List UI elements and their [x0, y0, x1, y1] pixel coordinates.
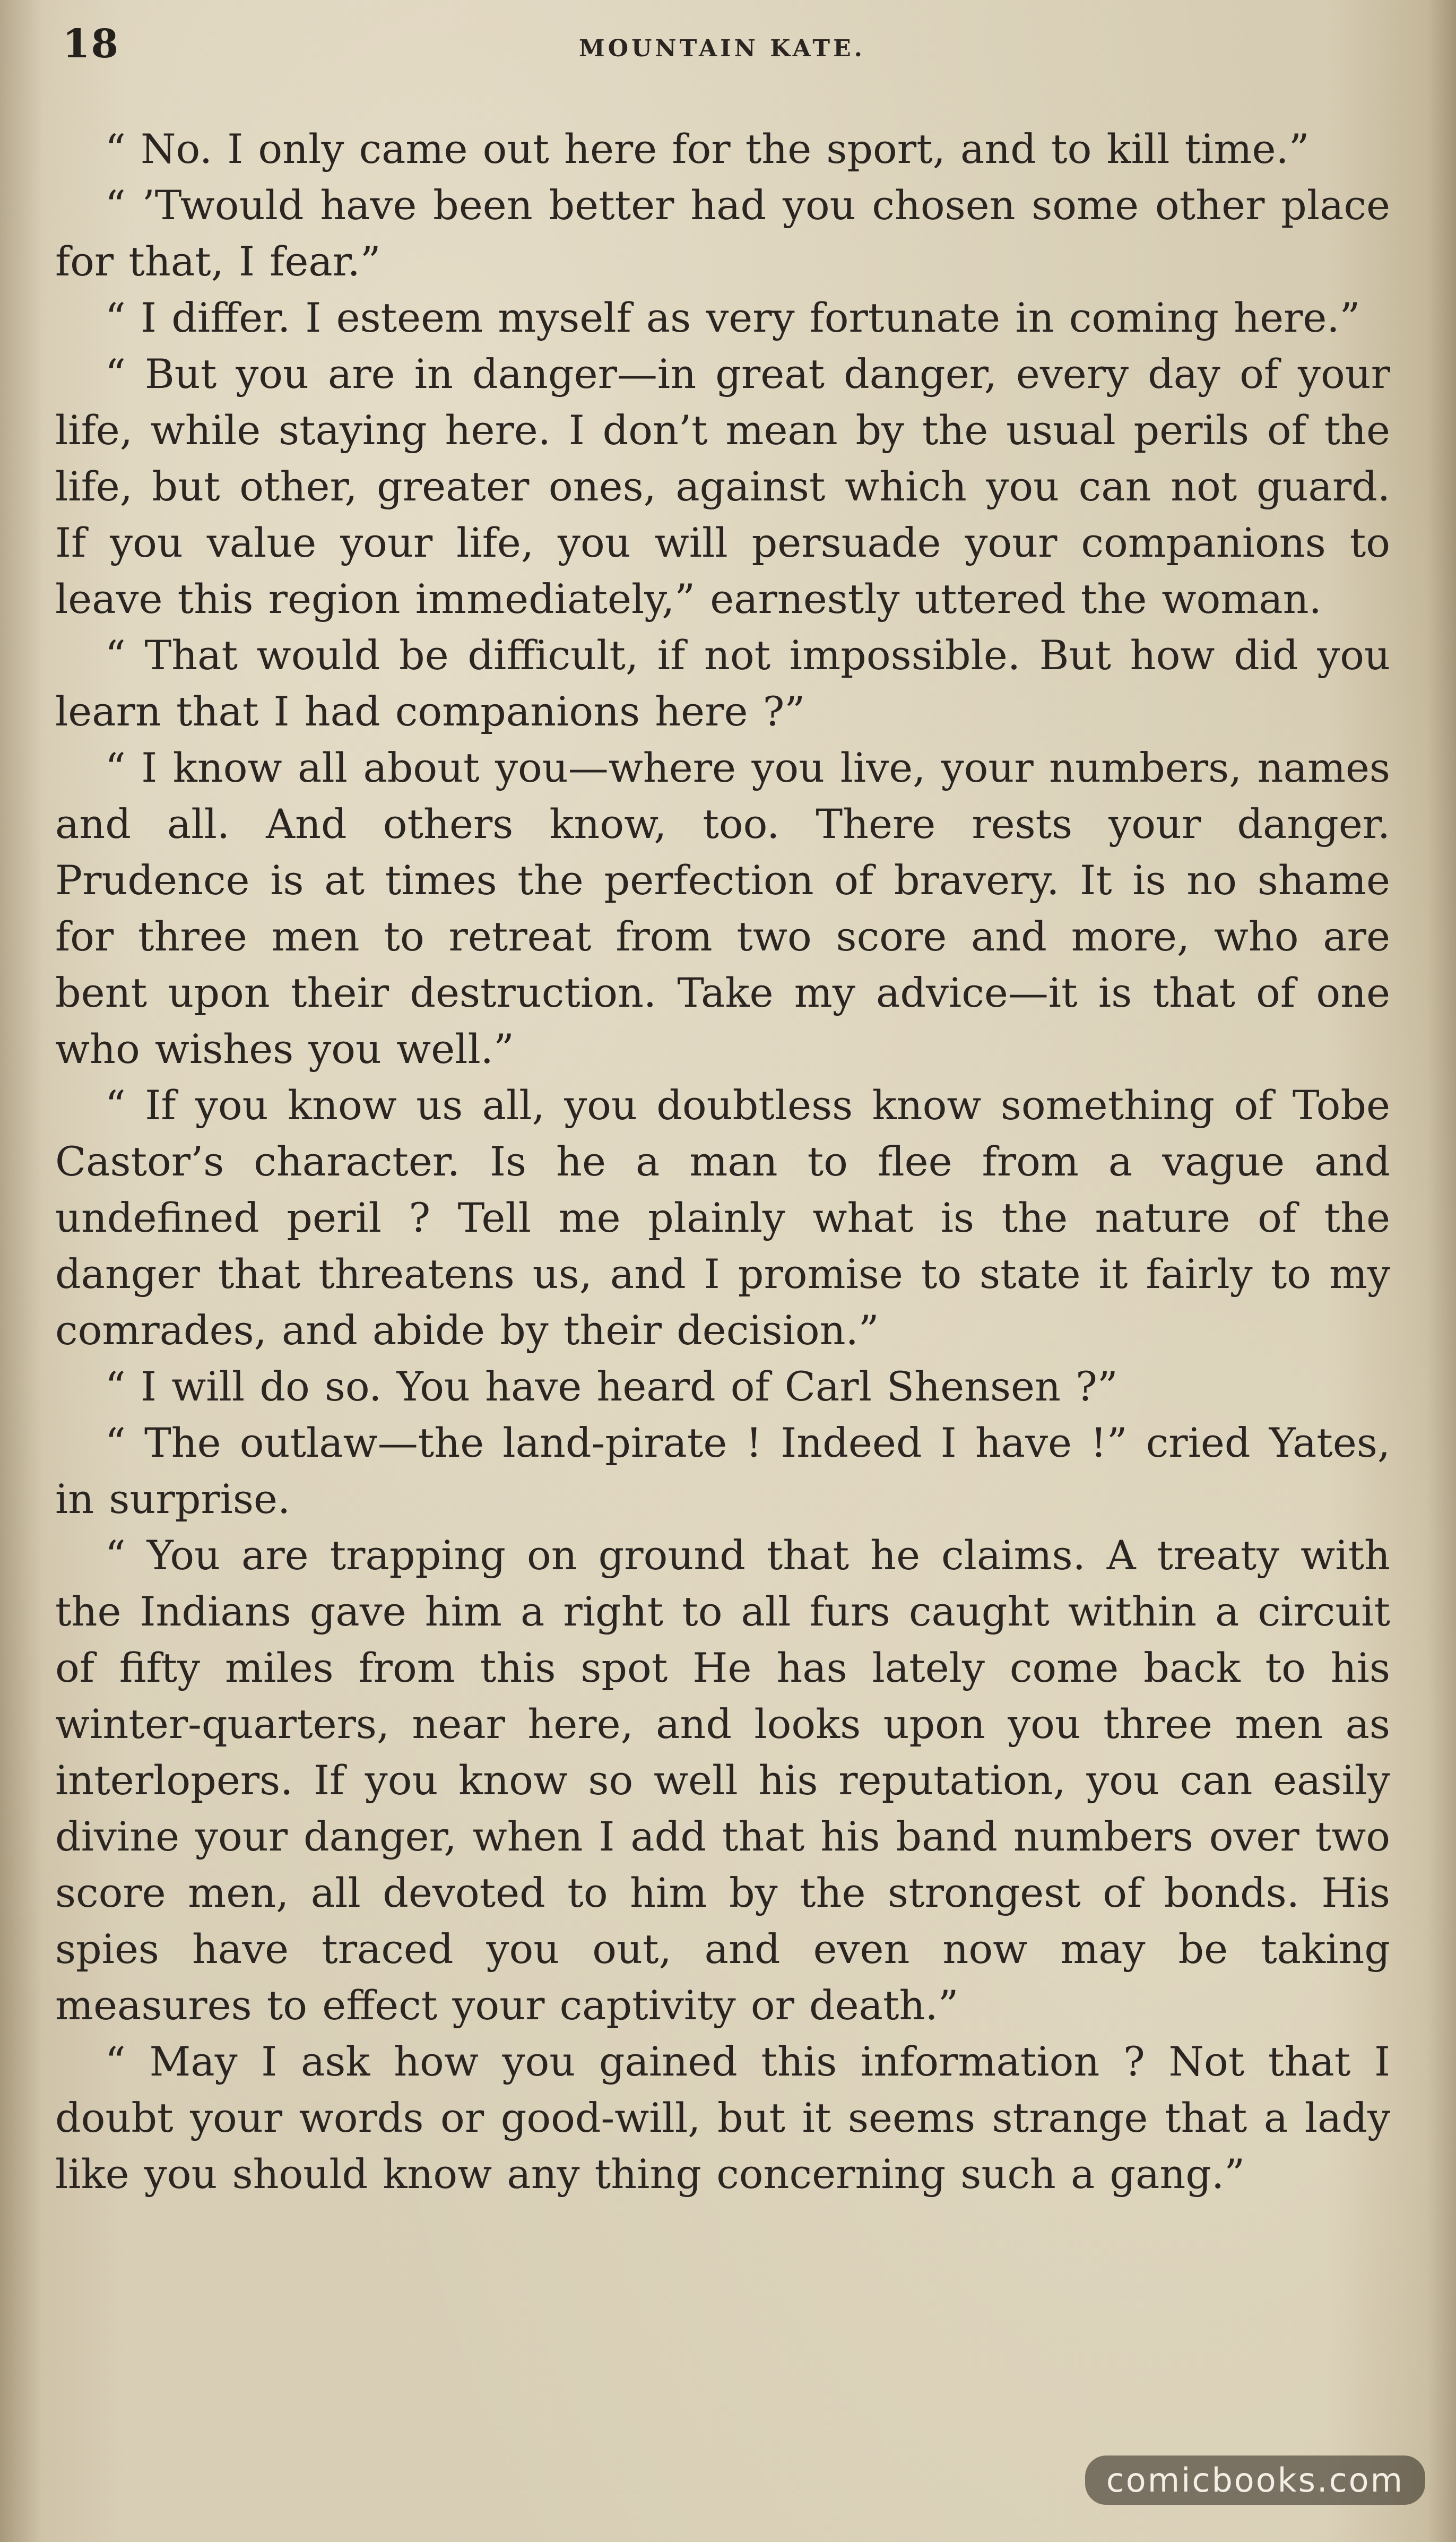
paragraph: “ No. I only came out here for the sport, and to kill time.” [105, 125, 1310, 172]
page-header [57, 12, 1387, 86]
paragraph: “ May I ask how you gained this information ? Not that I doubt your words or good-will, but it seems strange that a lady like you should know any thing concerning such a gang.” [55, 2038, 1390, 2198]
running-head: MOUNTAIN KATE. [578, 35, 865, 62]
paragraph: “ I differ. I esteem myself as very fortunate in coming here.” [105, 294, 1360, 341]
body-text [55, 121, 1390, 2202]
paragraph: “ I know all about you—where you live, your numbers, names and all. And others know, too. There rests your danger. Prudence is at times the perfection of bravery. It is no shame for three men to retreat from two score and more, who are bent upon their destruction. Take my advice—it is that of one who wishes you well.” [55, 744, 1390, 1073]
watermark: comicbooks.com [1085, 2455, 1425, 2505]
page-number: 18 [63, 21, 119, 67]
paragraph: “ ’Twould have been better had you chosen some other place for that, I fear.” [55, 181, 1390, 285]
paragraph: “ You are trapping on ground that he claims. A treaty with the Indians gave him a right to all furs caught within a circuit of fifty miles from this spot He has lately come back to his winter-quarters, near here, and looks upon you three men as interlopers. If you know so well his reputation, you can easily divine your danger, when I add that his band numbers over two score men, all devoted to him by the strongest of bonds. His spies have traced you out, and even now may be taking measures to effect your captivity or death.” [55, 1532, 1390, 2029]
paragraph: “ But you are in danger—in great danger, every day of your life, while staying here. I don’t mean by the usual perils of the life, but other, greater ones, against which you can not guard. If you value your life, you will persuade your companions to leave this region immediately,” earnestly uttered the woman. [55, 350, 1390, 622]
paragraph: “ The outlaw—the land-pirate ! Indeed I have !” cried Yates, in surprise. [55, 1419, 1390, 1523]
paragraph: “ That would be difficult, if not impossible. But how did you learn that I had companions here ?” [55, 632, 1390, 735]
paragraph: “ I will do so. You have heard of Carl Shensen ?” [105, 1363, 1118, 1410]
paragraph: “ If you know us all, you doubtless know something of Tobe Castor’s character. Is he a man to flee from a vague and undefined peril ? Tell me plainly what is the nature of the danger that threatens us, and I promise to state it fairly to my comrades, and abide by their decision.” [55, 1082, 1390, 1354]
